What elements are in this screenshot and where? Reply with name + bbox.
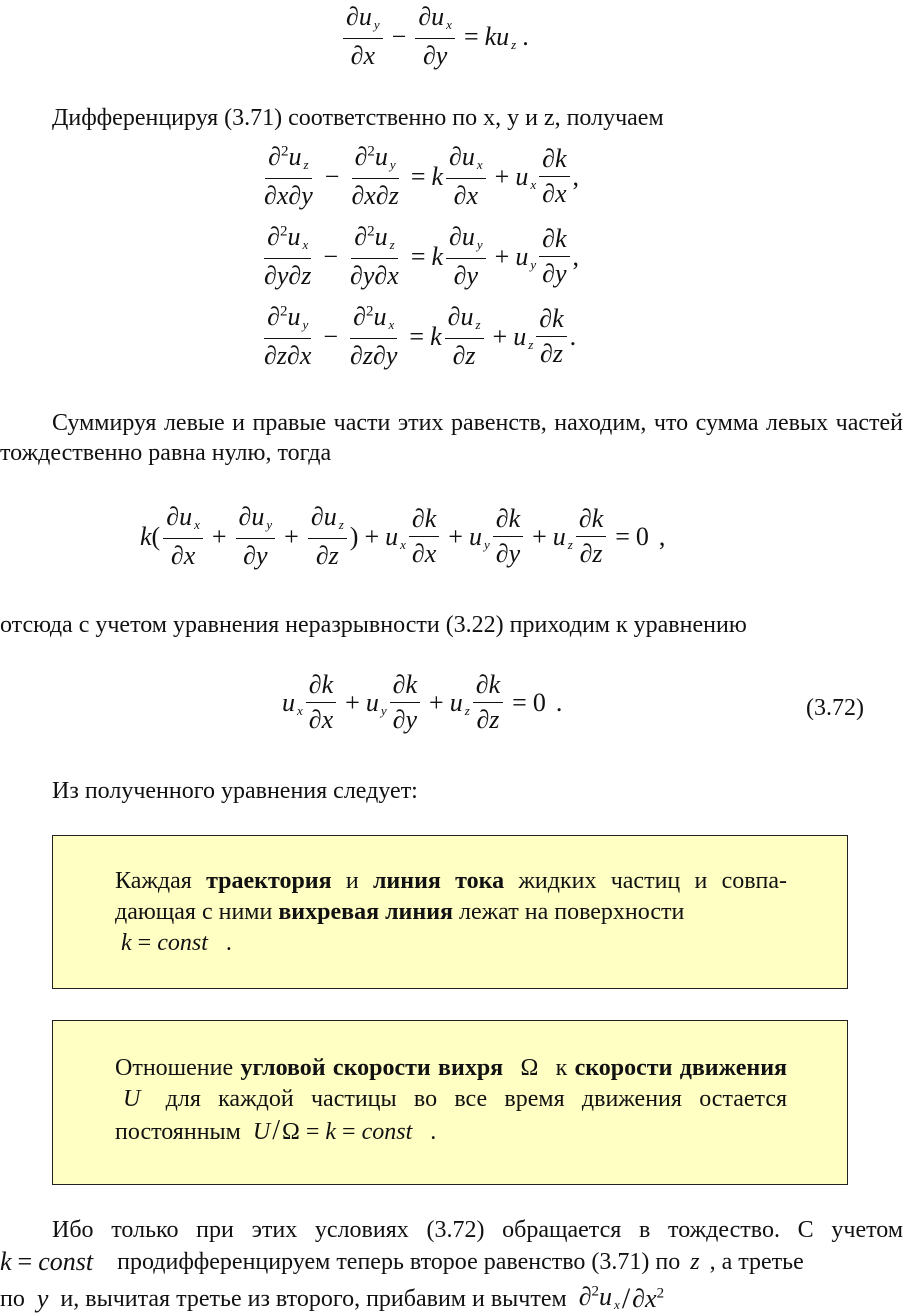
paragraph-final-line-3: по y и, вычитая третье из второго, прибавим и вычтем ∂$^2$u $_x$ / $\partial x^2$ [0, 1282, 665, 1315]
equation-derivative-1: $\frac{\partial^2u _z}{\partial x\partial y}$ − $\frac{\partial^2u _y}{\partial x\partial z}$ = k $\frac{\partial u _x}{\partial x}$ + u $_x$ $\frac{\partial k}{\partial x}$ , [264, 142, 580, 210]
equation-derivative-2: $\frac{\partial^2u _x}{\partial y\partial z}$ − $\frac{\partial^2u _z}{\partial y\partial x}$ = k $\frac{\partial u _y}{\partial y}$ + u $_y$ $\frac{\partial k}{\partial y}$ , [264, 222, 580, 290]
statement-box-1-text: Каждая траектория и линия тока жидких частиц и совпа-дающая с ними вихревая линия лежат на поверхности k = const . [115, 868, 788, 956]
paragraph-follows: Из полученного уравнения следует: [52, 778, 418, 804]
statement-box-2-text: Отношение угловой скорости вихря Ω к скорости движения U для каждой частицы во все время движения остается постоянным U/Ω = k = const . [115, 1055, 788, 1146]
equation-curl-z: $\frac{\partial u _y}{\partial x}$ − $\frac{\partial u _x}{\partial y}$ = ku $_z$ . [340, 0, 535, 73]
statement-box-1 [52, 835, 848, 989]
paragraph-final-line-1: Ибо только при этих условиях (3.72) обращается в тождество. С учетом [52, 1217, 903, 1243]
paragraph-differentiating: Дифференцируя (3.71) соответственно по x, y и z, получаем [52, 105, 664, 131]
paragraph-continuity: отсюда с учетом уравнения неразрывности (3.22) приходим к уравнению [0, 612, 747, 638]
statement-box-2 [52, 1020, 848, 1185]
equation-sum: k ( $\frac{\partial u _x}{\partial x}$ + $\frac{\partial u _y}{\partial y}$ + $\frac{\partial u _z}{\partial z}$ ) + u $_x$ $\frac{\partial k}{\partial x}$ + u $_y$ $\frac{\partial k}{\partial y}$ + u $_z$ $\frac{\partial k}{\partial z}$ = 0 , [140, 502, 666, 570]
paragraph-summing: Суммируя левые и правые части этих равенств, находим, что сумма левых частей тождественно равна нулю, тогда [0, 410, 903, 466]
equation-derivative-3: $\frac{\partial^2u _y}{\partial z\partial x}$ − $\frac{\partial^2u _x}{\partial z\partial y}$ = k $\frac{\partial u _z}{\partial z}$ + u $_z$ $\frac{\partial k}{\partial z}$ . [264, 302, 577, 370]
paragraph-final-line-2: k = const продифференцируем теперь второе равенство (3.71) по z , а третье [0, 1247, 804, 1276]
equation-number: (3.72) [806, 695, 864, 721]
equation-3-72: u $_x$ $\frac{\partial k}{\partial x}$ + u $_y$ $\frac{\partial k}{\partial y}$ + u $_z$ $\frac{\partial k}{\partial z}$ = 0 . [282, 670, 563, 734]
